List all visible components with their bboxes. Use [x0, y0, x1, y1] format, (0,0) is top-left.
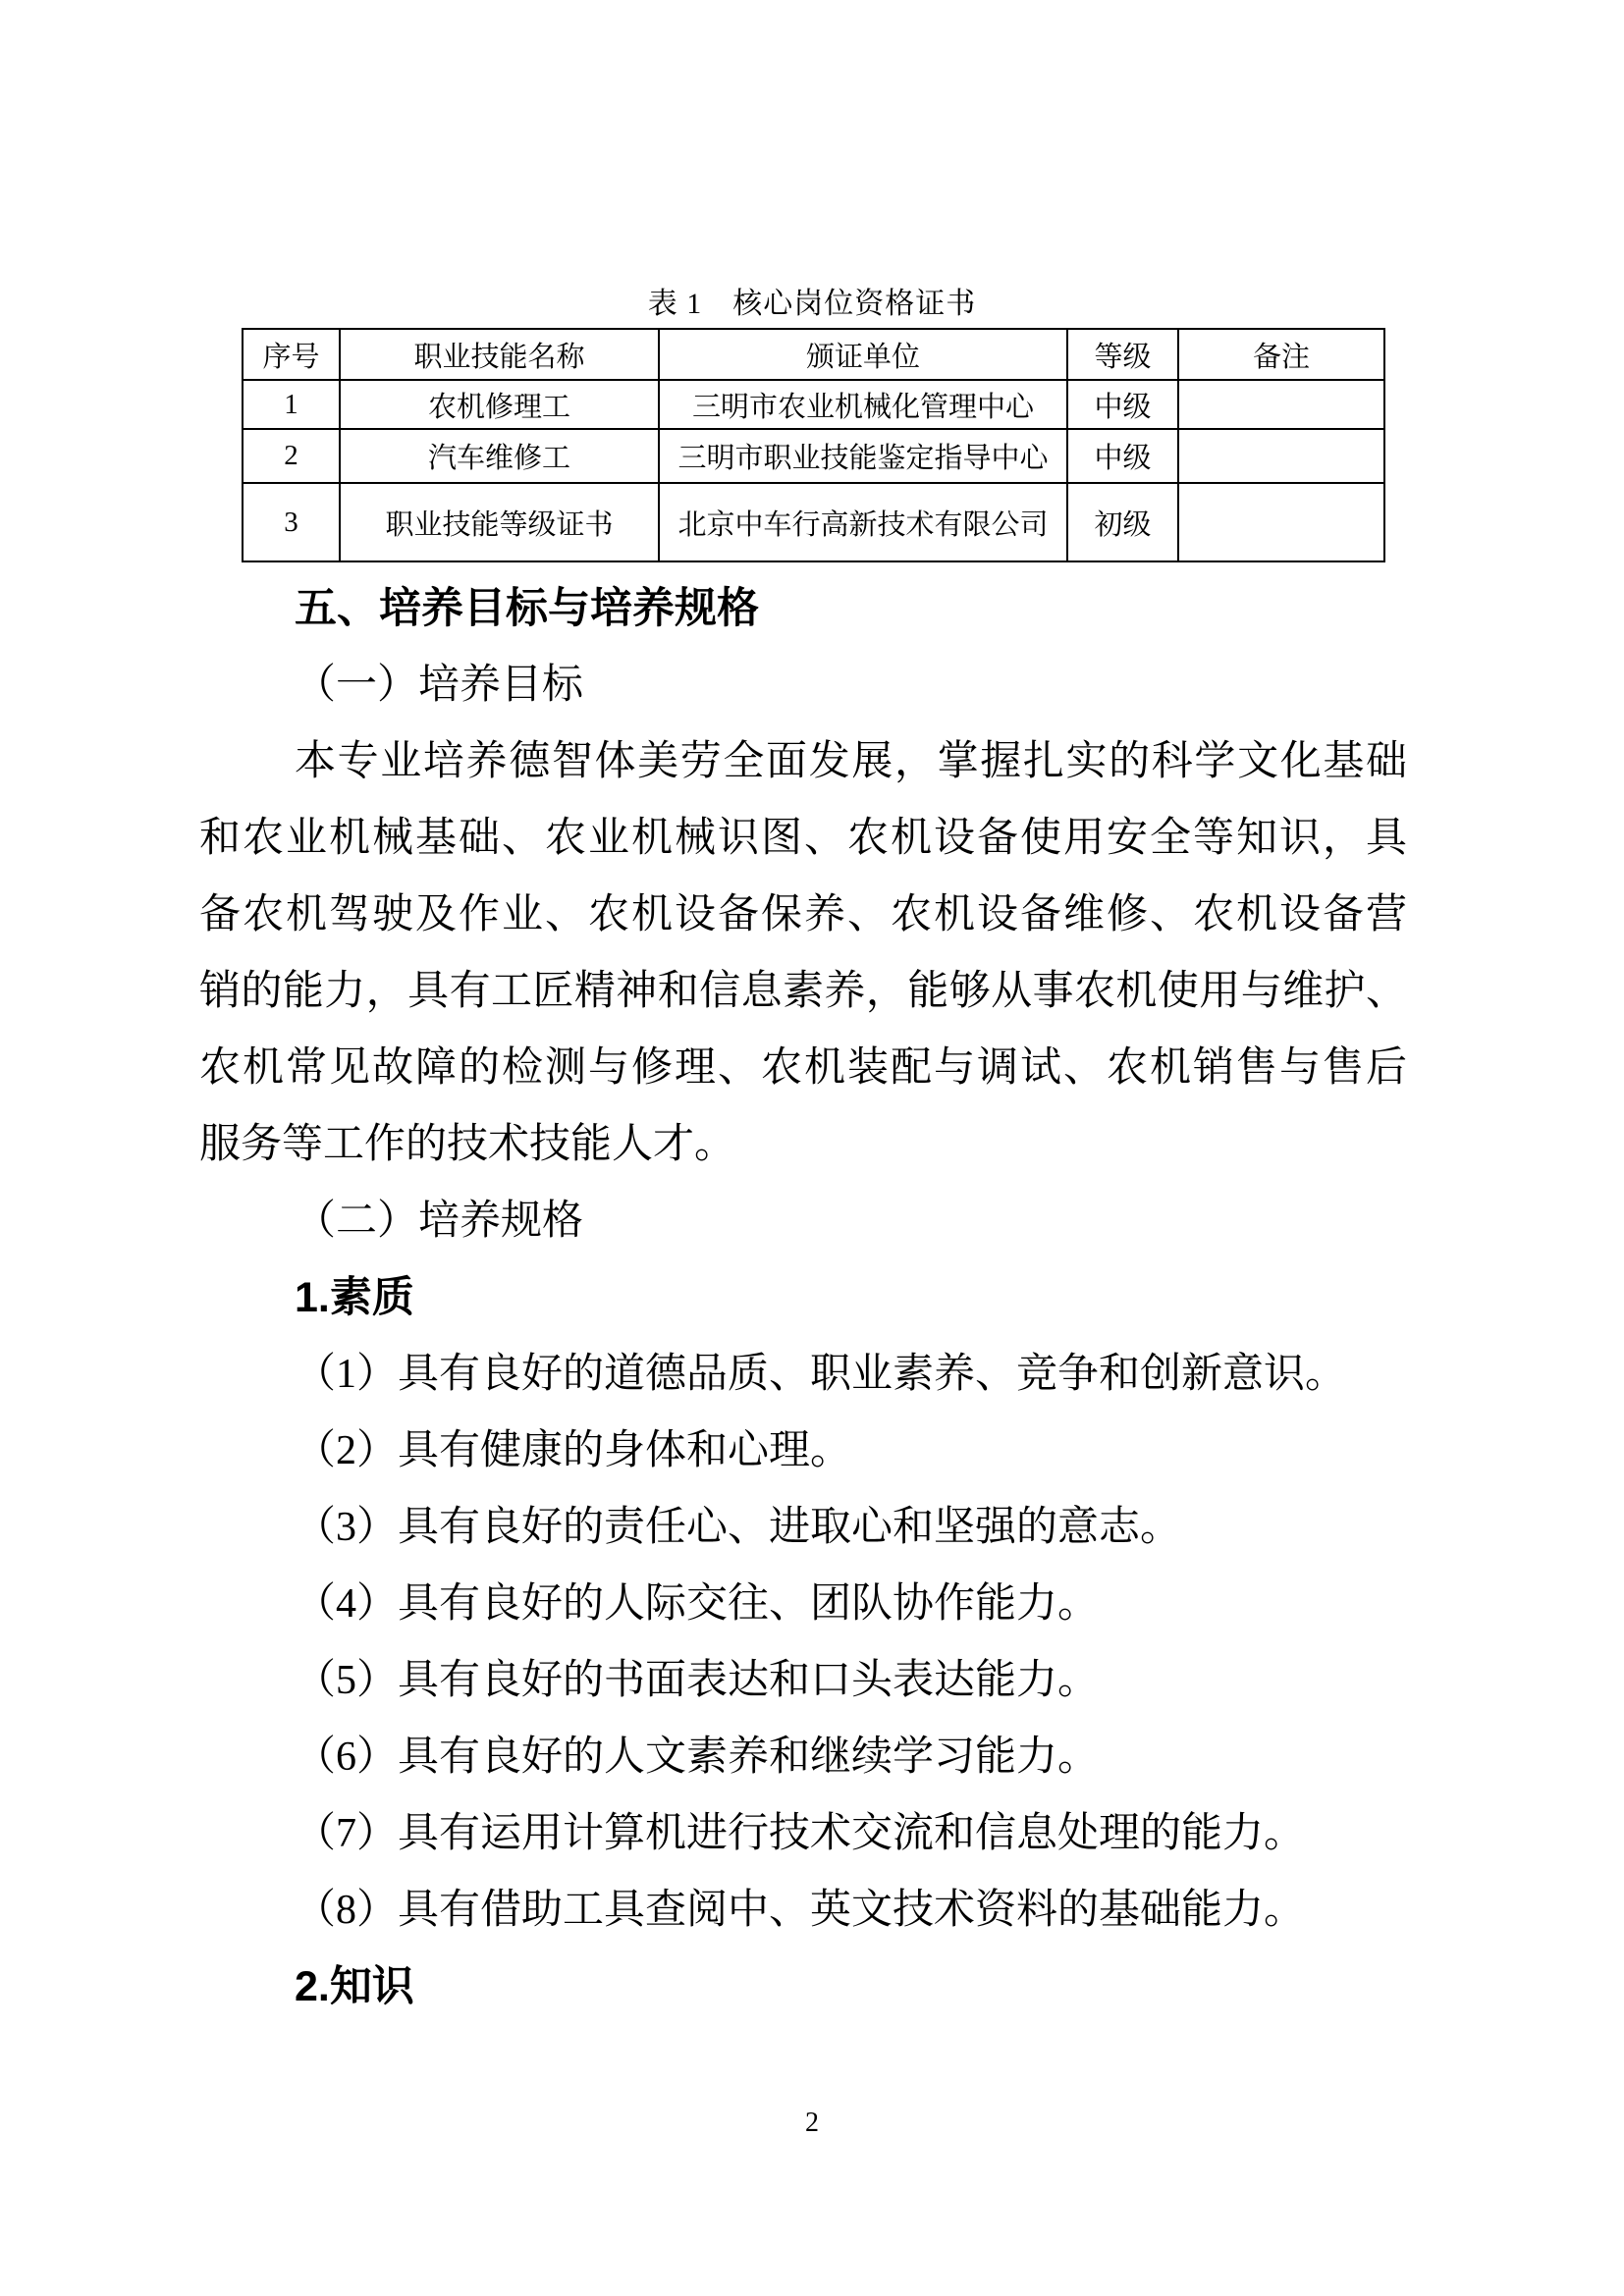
- cell-skill-name: 农机修理工: [340, 380, 659, 429]
- list-item: （4）具有良好的人际交往、团队协作能力。: [295, 1581, 1100, 1627]
- cell-level: 中级: [1067, 429, 1178, 483]
- header-cell-index: 序号: [243, 329, 340, 380]
- paragraph-line: 备农机驾驶及作业、农机设备保养、农机设备维修、农机设备营: [199, 892, 1407, 937]
- section-heading: 五、培养目标与培养规格: [295, 585, 759, 632]
- header-cell-skill-name: 职业技能名称: [340, 329, 659, 380]
- cell-index: 2: [243, 429, 340, 483]
- paragraph-line: 销的能力，具有工匠精神和信息素养，能够从事农机使用与维护、: [199, 969, 1407, 1014]
- cell-index: 3: [243, 483, 340, 561]
- list-heading-knowledge: 2.知识: [295, 1963, 414, 2010]
- cell-issuer: 北京中车行高新技术有限公司: [659, 483, 1067, 561]
- cell-remarks: [1178, 380, 1384, 429]
- header-cell-issuer: 颁证单位: [659, 329, 1067, 380]
- body-text-block: [0, 570, 1624, 2025]
- table-row: [243, 483, 1384, 561]
- list-item: （8）具有借助工具查阅中、英文技术资料的基础能力。: [295, 1888, 1306, 1933]
- page-number: 2: [805, 2108, 819, 2138]
- table-row: [243, 429, 1384, 483]
- subsection-heading-spec: （二）培养规格: [295, 1199, 584, 1244]
- paragraph-line: 服务等工作的技术技能人才。: [199, 1122, 736, 1167]
- list-heading-quality: 1.素质: [295, 1274, 414, 1321]
- table-caption: 表 1 核心岗位资格证书: [647, 288, 977, 320]
- list-item: （3）具有良好的责任心、进取心和坚强的意志。: [295, 1505, 1182, 1550]
- header-cell-level: 等级: [1067, 329, 1178, 380]
- paragraph-line: 农机常见故障的检测与修理、农机装配与调试、农机销售与售后: [199, 1045, 1407, 1091]
- cell-skill-name: 职业技能等级证书: [340, 483, 659, 561]
- list-item: （5）具有良好的书面表达和口头表达能力。: [295, 1658, 1100, 1703]
- paragraph-line: 和农业机械基础、农业机械识图、农机设备使用安全等知识，具: [199, 816, 1407, 861]
- subsection-heading-goal: （一）培养目标: [295, 663, 584, 708]
- table-row: [243, 380, 1384, 429]
- cell-issuer: 三明市农业机械化管理中心: [659, 380, 1067, 429]
- list-item: （2）具有健康的身体和心理。: [295, 1428, 852, 1473]
- table-header-row: [243, 329, 1384, 380]
- certificate-table: [242, 328, 1385, 562]
- cell-remarks: [1178, 483, 1384, 561]
- paragraph-line: 本专业培养德智体美劳全面发展，掌握扎实的科学文化基础: [295, 739, 1407, 784]
- cell-index: 1: [243, 380, 340, 429]
- list-item: （1）具有良好的道德品质、职业素养、竞争和创新意识。: [295, 1352, 1347, 1397]
- header-cell-remarks: 备注: [1178, 329, 1384, 380]
- cell-level: 初级: [1067, 483, 1178, 561]
- cell-issuer: 三明市职业技能鉴定指导中心: [659, 429, 1067, 483]
- cell-skill-name: 汽车维修工: [340, 429, 659, 483]
- cell-remarks: [1178, 429, 1384, 483]
- list-item: （7）具有运用计算机进行技术交流和信息处理的能力。: [295, 1811, 1306, 1856]
- cell-level: 中级: [1067, 380, 1178, 429]
- list-item: （6）具有良好的人文素养和继续学习能力。: [295, 1735, 1100, 1780]
